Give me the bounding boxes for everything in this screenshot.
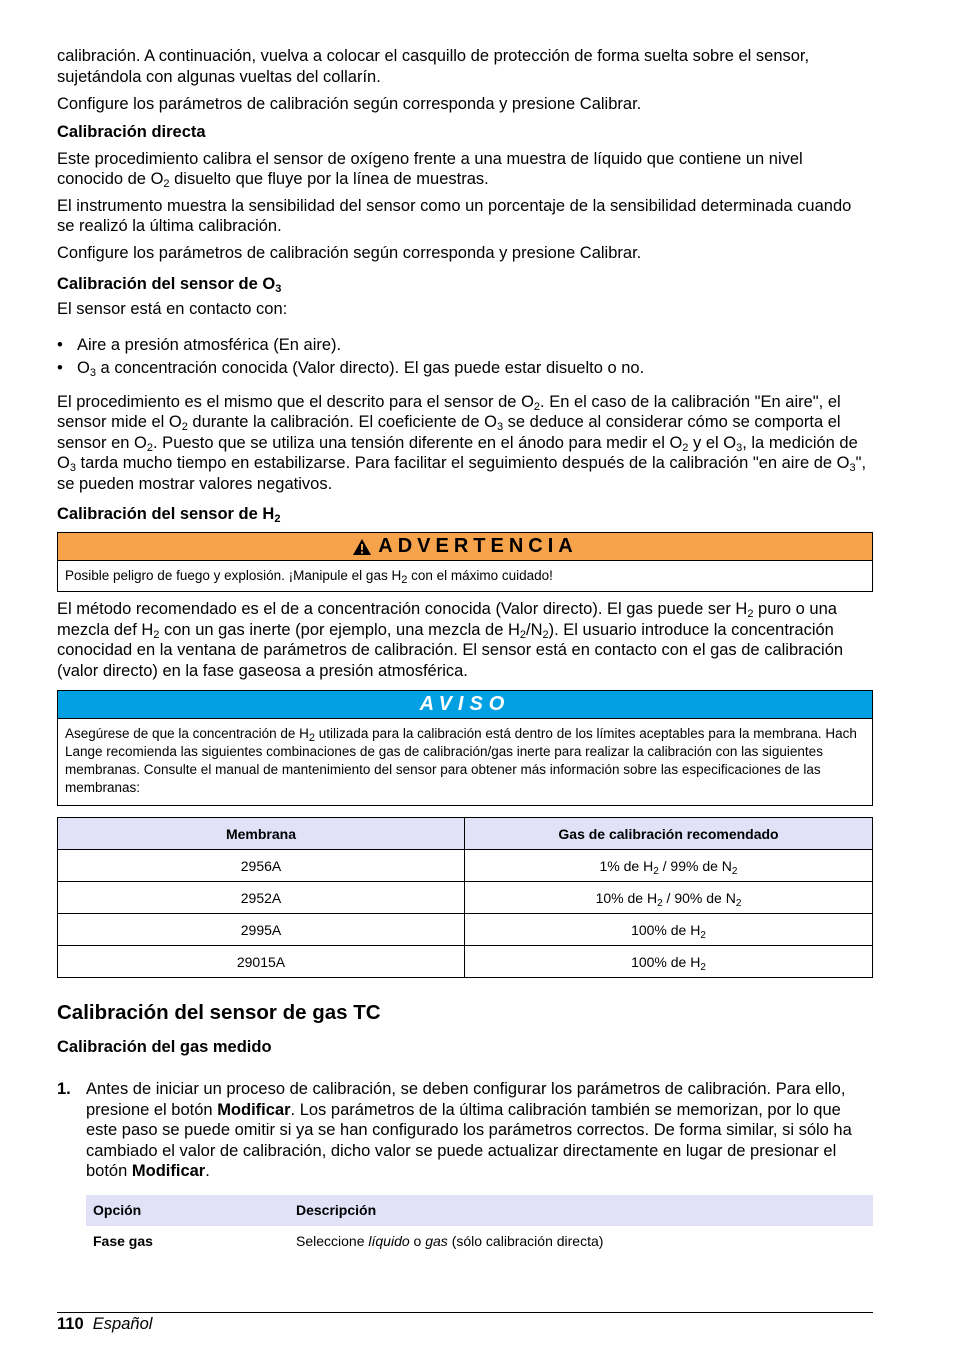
footer-text: [57, 1314, 873, 1334]
footer-language: Español: [92, 1315, 153, 1333]
column-header-description: Descripción: [289, 1195, 873, 1226]
o3-intro: El sensor está en contacto con:: [57, 300, 288, 318]
h2-paragraph: El método recomendado es el de a concentración conocida (Valor directo). El gas puede ser $H_2$ puro o una mezcla def $H_2$ con un gas inerte (por ejemplo, una mezcla de $H_2/N_2$). El usuario introduce la concentración conocidad en la ventana de parámetros de calibración. El sensor está en contacto con el gas de calibración (valor directo) en la fase gaseosa a presión atmosférica.: [57, 600, 844, 680]
page-number: 110: [57, 1315, 84, 1333]
notice-text: Asegúrese de que la concentración de $H_2$ utilizada para la calibración está dentro de los límites aceptables para la membrana. Hach Lange recomienda las siguientes combinaciones de gas de calibración/gas inerte para realizar la calibración con las siguientes membranas. Consulte el manual de mantenimiento del sensor para obtener más información sobre las especificaciones de las membranas:: [65, 726, 857, 795]
warning-text: Posible peligro de fuego y explosión. ¡Manipule el gas $H_2$ con el máximo cuidado!: [65, 568, 553, 586]
o3-bullet-list: [57, 335, 873, 379]
direct-calibration-heading: Calibración directa: [57, 122, 206, 141]
table-row: [58, 850, 873, 882]
table-header-row: [86, 1195, 873, 1226]
notice-header: [58, 691, 872, 719]
warning-title: ADVERTENCIA: [378, 535, 578, 557]
step-1: [57, 1079, 873, 1182]
table-row: [58, 946, 873, 978]
o3-paragraph: El procedimiento es el mismo que el descrito para el sensor de $O_2$. En el caso de la calibración "En aire", el sensor mide el $O_2$ durante la calibración. El coeficiente de $O_3$ se deduce al considerar cómo se comporta el sensor en $O_2$. Puesto que se utiliza una tensión diferente en el ánodo para medir el $O_2$ y el $O_3$, la medición de $O_3$ tarda mucho tiempo en estabilizarse. Para facilitar el seguimiento después de la calibración "en aire de $O_3$", se pueden mostrar valores negativos.: [57, 392, 867, 493]
tc-subheading: Calibración del gas medido: [57, 1038, 272, 1056]
description-cell: Seleccione líquido o gas (sólo calibración directa): [296, 1233, 604, 1249]
h2-section-heading: Calibración del sensor de $H_2$: [57, 505, 281, 525]
direct-paragraph-3: Configure los parámetros de calibración según corresponda y presione Calibrar.: [57, 243, 642, 262]
membrane-table: [57, 817, 873, 978]
tc-section-heading: Calibración del sensor de gas TC: [57, 1001, 381, 1024]
warning-triangle-icon: [352, 538, 372, 556]
option-table: [86, 1195, 873, 1257]
membrane-cell: 2956A: [58, 850, 465, 882]
membrane-cell: 2952A: [58, 882, 465, 914]
warning-header: [58, 533, 872, 561]
list-item: • $O_3$ a concentración conocida (Valor directo). El gas puede estar disuelto o no.: [57, 359, 645, 379]
membrane-cell: 2995A: [58, 914, 465, 946]
column-header-membrane: Membrana: [58, 818, 465, 850]
direct-paragraph-1: Este procedimiento calibra el sensor de oxígeno frente a una muestra de líquido que contiene un nivel conocido de $O_2$ disuelto que fluye por la línea de muestras.: [57, 149, 803, 190]
column-header-gas: Gas de calibración recomendado: [465, 818, 873, 850]
direct-paragraph-2: El instrumento muestra la sensibilidad del sensor como un porcentaje de la sensibilidad determinada cuando se realizó la última calibración.: [57, 196, 852, 235]
intro-paragraph-1: calibración. A continuación, vuelva a colocar el casquillo de protección de forma suelta sobre el sensor, sujetándola con algunas vueltas del collarín.: [57, 47, 810, 86]
table-row: [86, 1226, 873, 1257]
table-row: [58, 882, 873, 914]
step-number: 1.: [57, 1080, 71, 1098]
page-footer: [57, 1312, 873, 1334]
gas-cell: 1% de $H_2 / 99\%$ de $N_2$: [465, 850, 873, 882]
table-header-row: [58, 818, 873, 850]
option-cell: Fase gas: [93, 1233, 153, 1249]
o3-section-heading: Calibración del sensor de $O_3$: [57, 275, 282, 295]
gas-cell: 100% de $H_2$: [465, 914, 873, 946]
column-header-option: Opción: [86, 1195, 289, 1226]
notice-box: [57, 690, 873, 806]
gas-cell: 10% de $H_2 / 90\%$ de $N_2$: [465, 882, 873, 914]
warning-box: [57, 532, 873, 592]
list-item: • Aire a presión atmosférica (En aire).: [57, 335, 342, 354]
membrane-cell: 29015A: [58, 946, 465, 978]
page-content: [57, 46, 873, 1257]
intro-paragraph-2: Configure los parámetros de calibración según corresponda y presione Calibrar.: [57, 95, 642, 113]
gas-cell: 100% de $H_2$: [465, 946, 873, 978]
step-text: Antes de iniciar un proceso de calibración, se deben configurar los parámetros de calibración. Para ello, presione el botón Modificar. Los parámetros de la última calibración también se memorizan, por lo que este paso se puede omitir si ya se han configurado los parámetros correctos. De forma similar, si sólo ha cambiado el valor de calibración, dicho valor se puede actualizar directamente en lugar de presionar el botón Modificar.: [86, 1080, 852, 1180]
notice-title: AVISO: [419, 693, 511, 715]
table-row: [58, 914, 873, 946]
